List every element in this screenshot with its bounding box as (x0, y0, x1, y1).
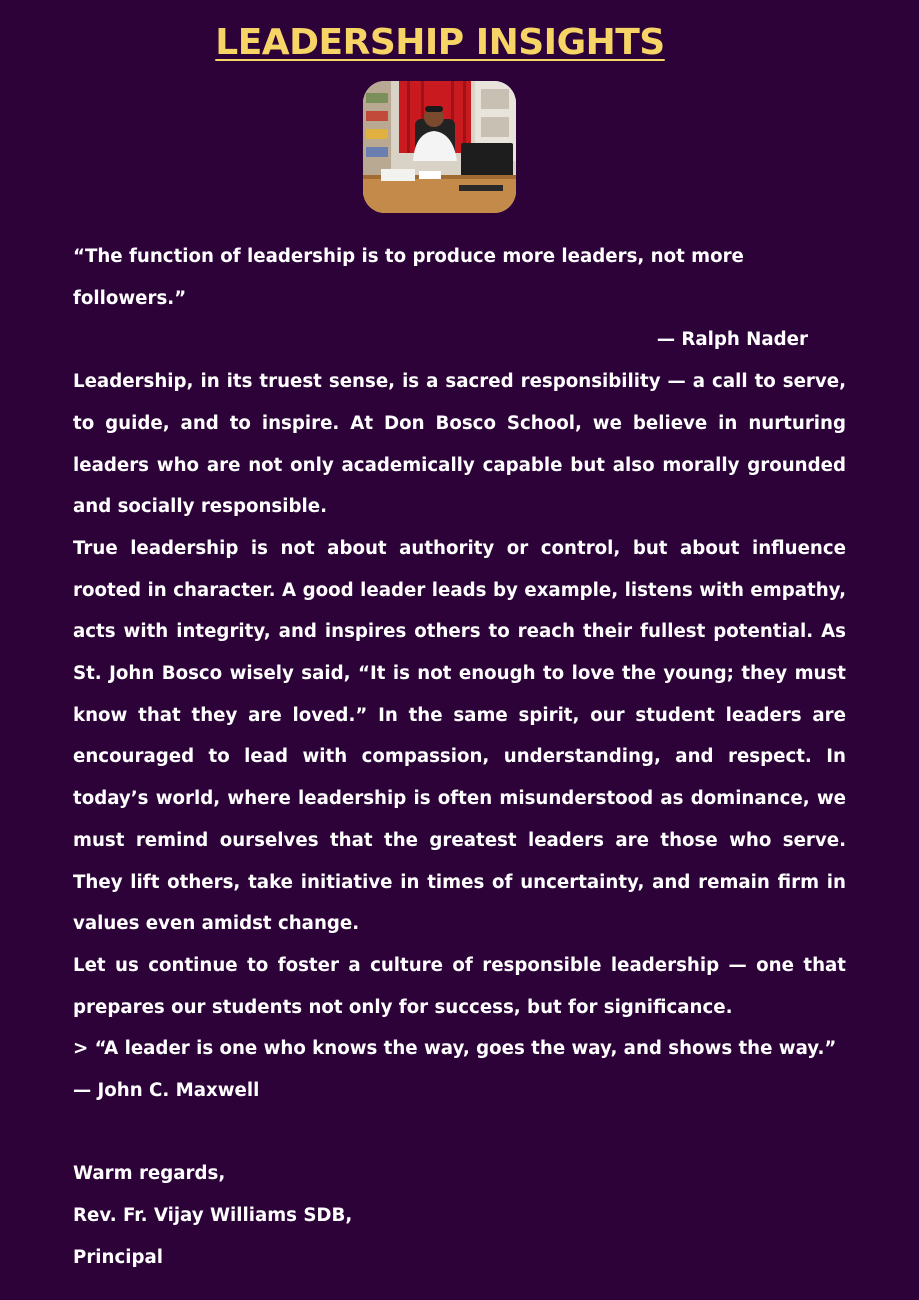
page-title: LEADERSHIP INSIGHTS (215, 22, 665, 63)
letter-body (73, 236, 846, 1279)
spacer (73, 1112, 846, 1154)
closing-quote: > “A leader is one who knows the way, goes the way, and shows the way.” (73, 1038, 837, 1060)
principal-photo (363, 81, 516, 213)
signature-designation: Principal (73, 1246, 164, 1268)
paragraph-intro: Leadership, in its truest sense, is a sacred responsibility — a call to serve, to guide, and to inspire. At Don Bosco School, we believe in nurturing leaders who are not only academically capable but also morally grounded and socially responsible. (73, 371, 846, 518)
opening-quote: “The function of leadership is to produce more leaders, not more followers.” (73, 246, 744, 309)
paragraph-call-to-action: Let us continue to foster a culture of responsible leadership — one that prepares our students not only for success, but for significance. (73, 954, 846, 1018)
signature-name: Rev. Fr. Vijay Williams SDB, (73, 1205, 353, 1227)
signature-salutation: Warm regards, (73, 1163, 226, 1185)
paragraph-true-leadership: True leadership is not about authority or control, but about influence rooted in character. A good leader leads by example, listens with empathy, acts with integrity, and inspires others to reach their fullest potential. As St. John Bosco wisely said, “It is not enough to love the young; they must know that they are loved.” In the same spirit, our student leaders are encouraged to lead with compassion, understanding, and respect. In today’s world, where leadership is often misunderstood as dominance, we must remind ourselves that the greatest leaders are those who serve. They lift others, take initiative in times of uncertainty, and remain firm in values even amidst change. (73, 537, 846, 935)
opening-quote-attribution: — Ralph Nader (656, 329, 808, 351)
closing-quote-attribution: — John C. Maxwell (73, 1080, 260, 1102)
